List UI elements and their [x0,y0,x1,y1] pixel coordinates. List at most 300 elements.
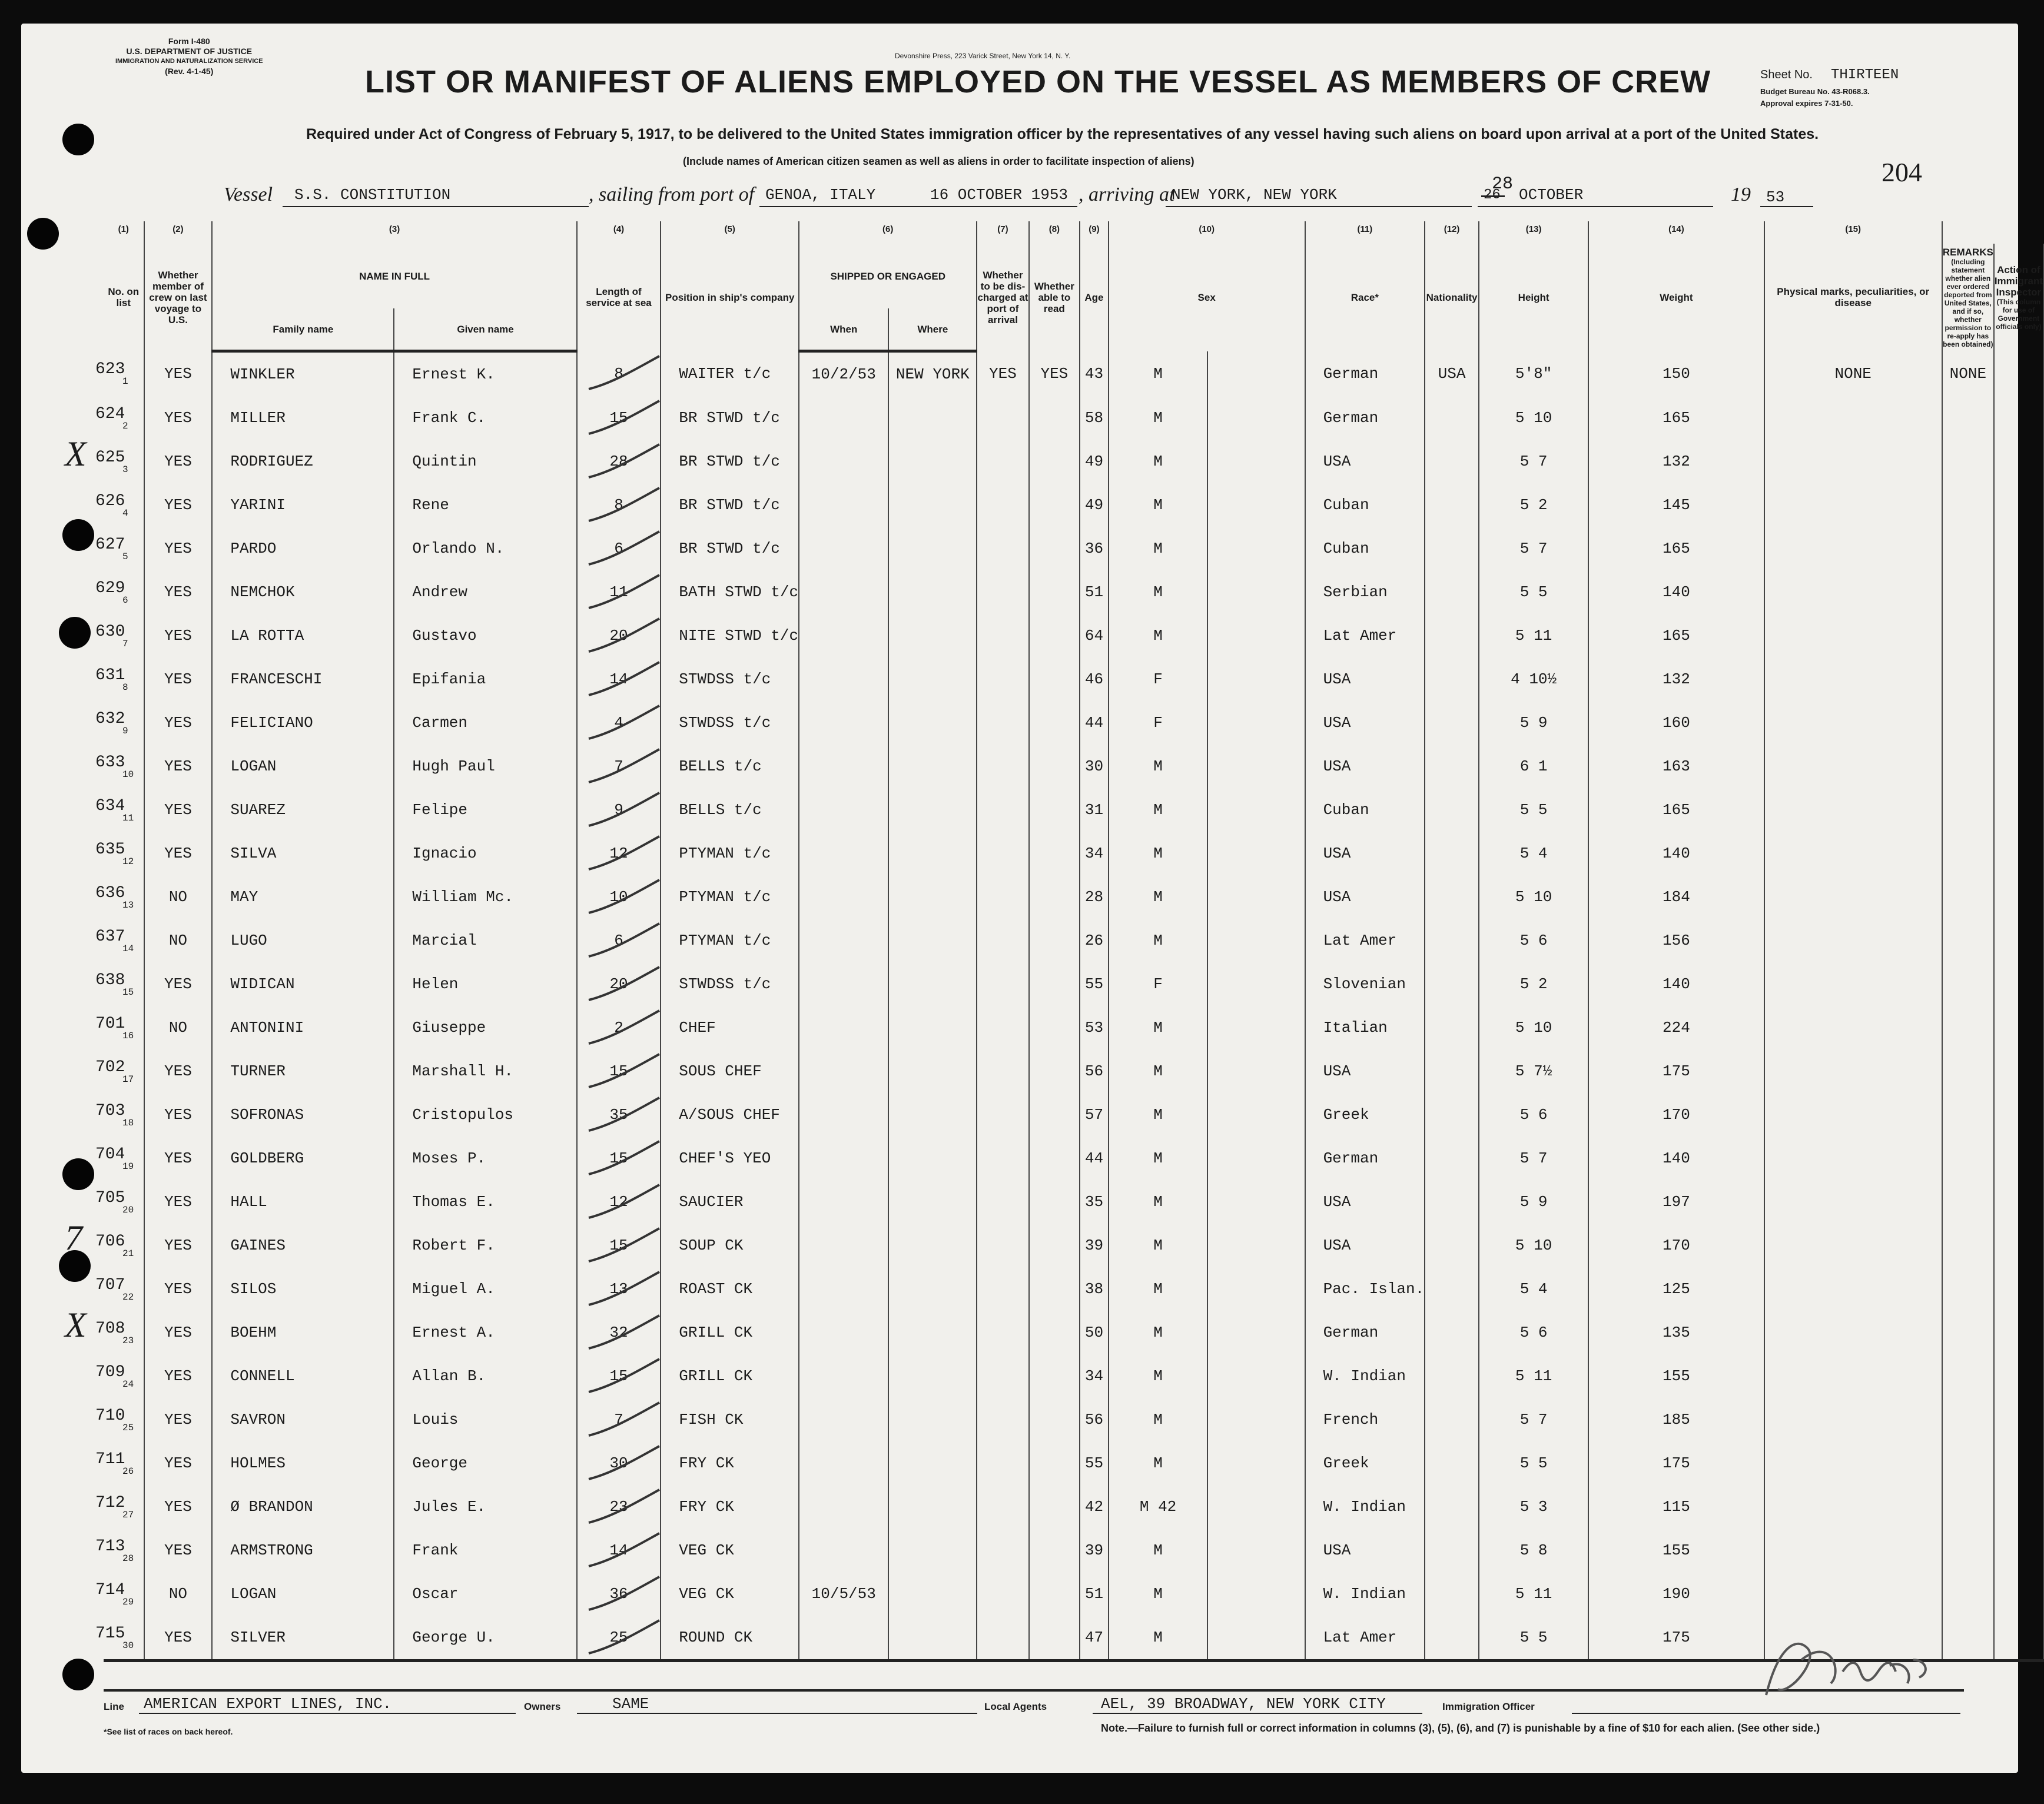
check-stroke [577,875,665,919]
discharged-cell [977,919,1028,962]
service-length-cell: 36 [577,1572,661,1616]
able-to-read-cell [1029,962,1080,1006]
physical-marks-cell [1764,1572,1942,1616]
given-name-cell: Ignacio [394,832,576,875]
list-number-cell [95,788,144,832]
check-stroke [577,483,665,527]
physical-marks-cell [1764,1398,1942,1441]
race-cell: Lat Amer [1305,614,1425,657]
inspector-action-cell [1994,657,2043,701]
able-to-read-cell [1029,1006,1080,1049]
list-number: 711 [95,1450,125,1469]
discharged-cell [977,614,1028,657]
physical-marks-cell [1764,1441,1942,1485]
shipped-where-cell [888,396,977,440]
line-number: 4 [122,507,128,519]
weight-cell: 170 [1588,1224,1764,1267]
race-cell: USA [1305,1180,1425,1224]
position-cell: BR STWD t/c [661,527,799,570]
spacer-cell [1207,1572,1305,1616]
line-value: AMERICAN EXPORT LINES, INC. [144,1695,392,1713]
prev-voyage-cell: YES [144,1485,213,1529]
spacer-cell [1207,875,1305,919]
col-num-7: (7) [977,221,1028,244]
shipped-where-cell [888,1267,977,1311]
vessel-label: Vessel [224,184,273,205]
family-name-cell: Ø BRANDON [212,1485,394,1529]
sex-cell: M [1109,788,1208,832]
check-stroke [577,1049,665,1093]
shipped-when-cell: 10/2/53 [799,351,888,397]
height-cell: 5 5 [1479,1616,1588,1661]
inspector-action-cell [1994,745,2043,788]
table-row [104,440,2043,483]
spacer-cell [1207,1398,1305,1441]
age-cell: 39 [1080,1529,1109,1572]
age-cell: 44 [1080,1137,1109,1180]
sex-cell: M [1109,1224,1208,1267]
nationality-cell [1425,440,1479,483]
family-name-cell: TURNER [212,1049,394,1093]
able-to-read-cell [1029,614,1080,657]
instruction-subtitle: (Include names of American citizen seamen as well as aliens in order to facilitate inspection of aliens) [683,155,1194,167]
prev-voyage-cell: NO [144,875,213,919]
position-cell: FRY CK [661,1441,799,1485]
age-cell: 56 [1080,1398,1109,1441]
spacer-cell [1207,614,1305,657]
remarks-cell [1942,1049,1994,1093]
check-stroke [577,788,665,832]
discharged-cell [977,1616,1028,1661]
weight-cell: 156 [1588,919,1764,962]
inspector-action-cell [1994,1049,2043,1093]
header-length-of-service: Length of service at sea [577,244,661,351]
shipped-where-cell [888,1093,977,1137]
list-number-cell [95,1137,144,1180]
weight-cell: 175 [1588,1616,1764,1661]
shipped-where-cell: NEW YORK [888,351,977,397]
family-name-cell: BOEHM [212,1311,394,1354]
shipped-when-cell [799,875,888,919]
physical-marks-cell [1764,657,1942,701]
table-row [104,1267,2043,1311]
check-stroke [577,1006,665,1049]
family-name-cell: RODRIGUEZ [212,440,394,483]
physical-marks-cell [1764,962,1942,1006]
shipped-where-cell [888,875,977,919]
given-name-cell: Louis [394,1398,576,1441]
age-cell: 53 [1080,1006,1109,1049]
position-cell: ROAST CK [661,1267,799,1311]
able-to-read-cell [1029,1441,1080,1485]
inspector-action-cell [1994,1180,2043,1224]
family-name-cell: WIDICAN [212,962,394,1006]
line-number: 13 [122,899,134,911]
height-cell: 6 1 [1479,745,1588,788]
shipped-when-cell [799,440,888,483]
family-name-cell: SAVRON [212,1398,394,1441]
nationality-cell [1425,1093,1479,1137]
family-name-cell: HOLMES [212,1441,394,1485]
sex-cell: M [1109,396,1208,440]
height-cell: 5 8 [1479,1529,1588,1572]
age-cell: 28 [1080,875,1109,919]
age-cell: 46 [1080,657,1109,701]
discharged-cell [977,1485,1028,1529]
remarks-cell [1942,1093,1994,1137]
position-cell: VEG CK [661,1572,799,1616]
physical-marks-cell [1764,1354,1942,1398]
list-number-cell [95,919,144,962]
shipped-where-cell [888,788,977,832]
prev-voyage-cell: YES [144,1180,213,1224]
arrival-port: NEW YORK, NEW YORK [1172,186,1337,204]
race-cell: USA [1305,745,1425,788]
able-to-read-cell [1029,788,1080,832]
weight-cell: 170 [1588,1093,1764,1137]
spacer-cell [1207,1354,1305,1398]
given-name-cell: Helen [394,962,576,1006]
table-row [104,1529,2043,1572]
able-to-read-cell [1029,1398,1080,1441]
physical-marks-cell [1764,788,1942,832]
sailing-label: , sailing from port of [589,184,755,205]
physical-marks-cell [1764,1485,1942,1529]
remarks-cell [1942,570,1994,614]
spacer-cell [1207,396,1305,440]
shipped-when-cell [799,1006,888,1049]
age-cell: 38 [1080,1267,1109,1311]
able-to-read-cell [1029,745,1080,788]
race-cell: USA [1305,1049,1425,1093]
weight-cell: 125 [1588,1267,1764,1311]
discharged-cell [977,832,1028,875]
nationality-cell [1425,962,1479,1006]
discharged-cell [977,1441,1028,1485]
sex-cell: M [1109,875,1208,919]
header-race: Race* [1305,244,1425,351]
line-number: 22 [122,1291,134,1303]
nationality-cell [1425,1137,1479,1180]
sex-cell: M [1109,1398,1208,1441]
vessel-name: S.S. CONSTITUTION [294,186,451,204]
weight-cell: 140 [1588,962,1764,1006]
list-number-cell [95,1354,144,1398]
height-cell: 5 7 [1479,527,1588,570]
line-number: 30 [122,1640,134,1651]
family-name-cell: LA ROTTA [212,614,394,657]
list-number: 623 [95,360,125,379]
line-number: 29 [122,1596,134,1607]
position-cell: BR STWD t/c [661,440,799,483]
remarks-cell [1942,919,1994,962]
given-name-cell: Gustavo [394,614,576,657]
list-number: 627 [95,535,125,554]
given-name-cell: Miguel A. [394,1267,576,1311]
spacer-cell [1207,1006,1305,1049]
discharged-cell [977,745,1028,788]
service-length-cell: 4 [577,701,661,745]
physical-marks-cell [1764,701,1942,745]
department: U.S. DEPARTMENT OF JUSTICE [126,46,253,56]
nationality-cell [1425,1485,1479,1529]
check-stroke [577,570,665,614]
discharged-cell [977,1180,1028,1224]
check-stroke [577,1529,665,1572]
line-number: 5 [122,551,128,562]
printer-line: Devonshire Press, 223 Varick Street, New York 14, N. Y. [895,52,1071,60]
race-cell: USA [1305,832,1425,875]
given-name-cell: Cristopulos [394,1093,576,1137]
departure-port: GENOA, ITALY [765,186,876,204]
shipped-when-cell [799,570,888,614]
sex-cell: M [1109,483,1208,527]
shipped-when-cell [799,614,888,657]
able-to-read-cell [1029,570,1080,614]
position-cell: WAITER t/c [661,351,799,397]
shipped-when-cell [799,832,888,875]
list-number-cell [95,701,144,745]
sex-cell: M [1109,1267,1208,1311]
table-row [104,1180,2043,1224]
page-number: 204 [1882,157,1922,187]
age-cell: 57 [1080,1093,1109,1137]
form-identifier [115,36,263,77]
service-length-cell: 14 [577,1529,661,1572]
given-name-cell: Jules E. [394,1485,576,1529]
height-cell: 5 11 [1479,614,1588,657]
owners-label: Owners [524,1701,561,1712]
position-cell: BR STWD t/c [661,483,799,527]
age-cell: 34 [1080,832,1109,875]
line-number: 27 [122,1509,134,1520]
header-where: Where [888,308,977,351]
physical-marks-cell [1764,832,1942,875]
departure-date: 16 OCTOBER 1953 [930,186,1069,204]
race-cell: Cuban [1305,527,1425,570]
discharged-cell [977,1267,1028,1311]
race-cell: Lat Amer [1305,919,1425,962]
sex-cell: M [1109,1572,1208,1616]
able-to-read-cell [1029,1485,1080,1529]
nationality-cell [1425,1354,1479,1398]
position-cell: CHEF'S YEO [661,1137,799,1180]
discharged-cell [977,657,1028,701]
family-name-cell: NEMCHOK [212,570,394,614]
budget-bureau-number: Budget Bureau No. 43-R068.3. [1760,87,1870,96]
service-length-cell: 20 [577,614,661,657]
family-name-cell: MAY [212,875,394,919]
shipped-when-cell [799,396,888,440]
remarks-title: REMARKS [1942,246,1993,258]
remarks-cell [1942,1354,1994,1398]
inspector-action-cell [1994,1529,2043,1572]
list-number-cell [95,1529,144,1572]
table-row [104,1049,2043,1093]
weight-cell: 175 [1588,1049,1764,1093]
shipped-when-cell [799,483,888,527]
table-row [104,396,2043,440]
family-name-cell: YARINI [212,483,394,527]
table-row [104,1137,2043,1180]
inspector-action-cell [1994,614,2043,657]
given-name-cell: Oscar [394,1572,576,1616]
race-cell: W. Indian [1305,1485,1425,1529]
position-cell: PTYMAN t/c [661,875,799,919]
table-row [104,745,2043,788]
family-name-cell: SILVER [212,1616,394,1661]
table-row [104,1354,2043,1398]
list-number: 632 [95,709,125,728]
list-number: 636 [95,883,125,902]
race-cell: Cuban [1305,483,1425,527]
list-number: 702 [95,1058,125,1077]
race-cell: Greek [1305,1093,1425,1137]
family-name-cell: MILLER [212,396,394,440]
punch-hole [62,124,94,155]
family-name-cell: LOGAN [212,745,394,788]
height-cell: 5 6 [1479,1093,1588,1137]
physical-marks-cell [1764,1224,1942,1267]
inspector-action-cell [1994,1224,2043,1267]
weight-cell: 132 [1588,440,1764,483]
spacer-cell [1207,919,1305,962]
position-cell: FRY CK [661,1485,799,1529]
able-to-read-cell [1029,1224,1080,1267]
list-number: 701 [95,1014,125,1033]
discharged-cell [977,875,1028,919]
service-length-cell: 35 [577,1093,661,1137]
check-stroke [577,1093,665,1137]
shipped-when-cell [799,745,888,788]
able-to-read-cell [1029,1137,1080,1180]
list-number: 709 [95,1363,125,1381]
shipped-where-cell [888,1441,977,1485]
discharged-cell [977,570,1028,614]
list-number-cell [95,440,144,483]
line-number: 15 [122,986,134,998]
age-cell: 26 [1080,919,1109,962]
check-stroke [577,1398,665,1441]
spacer-cell [1207,1616,1305,1661]
age-cell: 50 [1080,1311,1109,1354]
sex-cell: M [1109,832,1208,875]
able-to-read-cell [1029,1093,1080,1137]
age-cell: 64 [1080,614,1109,657]
check-stroke [577,396,665,440]
family-name-cell: CONNELL [212,1354,394,1398]
discharged-cell: YES [977,351,1028,397]
table-row [104,919,2043,962]
physical-marks-cell: NONE [1764,351,1942,397]
shipped-where-cell [888,1485,977,1529]
prev-voyage-cell: NO [144,1006,213,1049]
inspector-action-cell [1994,1398,2043,1441]
service-length-cell: 12 [577,1180,661,1224]
table-row [104,1441,2043,1485]
spacer-cell [1207,832,1305,875]
col-num-11: (11) [1305,221,1425,244]
family-name-cell: GOLDBERG [212,1137,394,1180]
shipped-where-cell [888,1180,977,1224]
race-cell: German [1305,396,1425,440]
height-cell: 5 3 [1479,1485,1588,1529]
shipped-where-cell [888,1224,977,1267]
discharged-cell [977,396,1028,440]
check-stroke [577,1485,665,1529]
check-stroke [577,1180,665,1224]
able-to-read-cell [1029,1180,1080,1224]
family-name-cell: LUGO [212,919,394,962]
table-row [104,962,2043,1006]
sex-cell: F [1109,701,1208,745]
position-cell: STWDSS t/c [661,701,799,745]
race-cell: German [1305,1311,1425,1354]
race-cell: Greek [1305,1441,1425,1485]
list-number: 634 [95,796,125,815]
check-stroke [577,614,665,657]
budget-info [1760,86,1870,109]
shipped-when-cell [799,1224,888,1267]
able-to-read-cell [1029,701,1080,745]
remarks-cell [1942,832,1994,875]
position-cell: VEG CK [661,1529,799,1572]
nationality-cell [1425,1311,1479,1354]
prev-voyage-cell: YES [144,832,213,875]
inspector-action-cell [1994,1093,2043,1137]
table-row [104,614,2043,657]
position-cell: BELLS t/c [661,745,799,788]
header-family-name: Family name [212,308,394,351]
inspector-action-cell [1994,351,2043,397]
discharged-cell [977,788,1028,832]
remarks-cell [1942,875,1994,919]
spacer-cell [1207,1137,1305,1180]
spacer-cell [1207,1485,1305,1529]
prev-voyage-cell: YES [144,1398,213,1441]
sex-cell: M [1109,1441,1208,1485]
age-cell: 47 [1080,1616,1109,1661]
height-cell: 5 6 [1479,1311,1588,1354]
family-name-cell: SUAREZ [212,788,394,832]
age-cell: 42 [1080,1485,1109,1529]
remarks-cell [1942,788,1994,832]
owners-value: SAME [612,1695,649,1713]
race-cell: USA [1305,701,1425,745]
list-number-cell [95,1572,144,1616]
header-able-to-read: Whether able to read [1029,244,1080,351]
check-stroke [577,962,665,1006]
inspector-signature [1743,1624,1955,1707]
line-number: 23 [122,1335,134,1346]
check-stroke [577,832,665,875]
height-cell: 5'8" [1479,351,1588,397]
sex-cell: M [1109,440,1208,483]
list-number-cell [95,1441,144,1485]
given-name-cell: George U. [394,1616,576,1661]
line-number: 17 [122,1074,134,1085]
position-cell: BATH STWD t/c [661,570,799,614]
age-cell: 30 [1080,745,1109,788]
discharged-cell [977,1049,1028,1093]
arrival-month: OCTOBER [1519,186,1584,204]
shipped-when-cell [799,1180,888,1224]
shipped-when-cell [799,1354,888,1398]
prev-voyage-cell: YES [144,1137,213,1180]
spacer-cell [1207,962,1305,1006]
shipped-where-cell [888,1137,977,1180]
inspector-action-cell [1994,1572,2043,1616]
